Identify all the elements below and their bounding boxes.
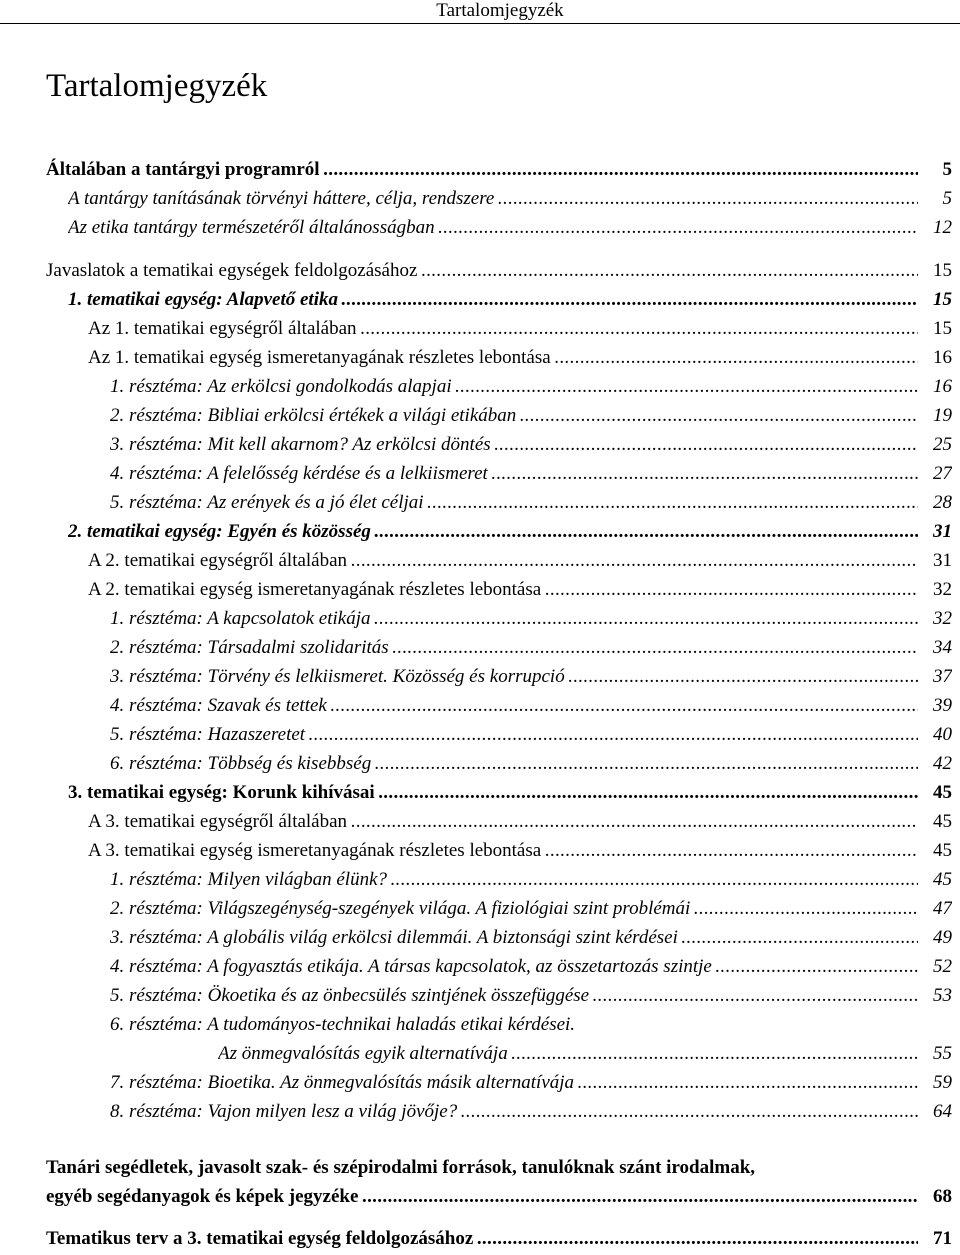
toc-page-number: 45 (920, 838, 952, 864)
toc-page-number: 55 (920, 1041, 952, 1067)
toc-page-number: 39 (920, 693, 952, 719)
toc-page-number: 31 (920, 519, 952, 545)
toc-entry[interactable]: 5. résztéma: Ökoetika és az önbecsülés szintjének összefüggése . . . 53 (110, 983, 952, 1009)
toc-entry[interactable]: 1. résztéma: Milyen világban élünk? . . . 45 (110, 867, 952, 893)
toc-entry[interactable]: 5. résztéma: Az erények és a jó élet céljai . . . 28 (110, 490, 952, 516)
toc-page-number: 16 (920, 345, 952, 371)
running-head: Tartalomjegyzék (0, 0, 960, 24)
toc-page-number: 49 (920, 925, 952, 951)
toc-page-number: 32 (920, 577, 952, 603)
toc-page-number: 68 (920, 1184, 952, 1210)
toc-page-number: 16 (920, 374, 952, 400)
toc-page-number: 19 (920, 403, 952, 429)
toc-entry[interactable]: 4. résztéma: A felelősség kérdése és a lelkiismeret . . . 27 (110, 461, 952, 487)
toc-page-number: 64 (920, 1099, 952, 1125)
toc-entry[interactable]: 4. résztéma: A fogyasztás etikája. A társas kapcsolatok, az összetartozás szintje . . . 52 (110, 954, 952, 980)
toc-entry[interactable]: 2. tematikai egység: Egyén és közösség . . . 31 (68, 519, 952, 545)
toc-page-number: 5 (920, 186, 952, 212)
toc-entry[interactable]: 5. résztéma: Hazaszeretet . . . 40 (110, 722, 952, 748)
toc-page-number: 37 (920, 664, 952, 690)
toc-page-number: 5 (920, 157, 952, 183)
toc-page-number: 25 (920, 432, 952, 458)
toc-entry[interactable]: 8. résztéma: Vajon milyen lesz a világ jövője? . . . 64 (110, 1099, 952, 1125)
toc-entry-continued[interactable]: 6. résztéma: A tudományos-technikai haladás etikai kérdései. (110, 1014, 576, 1035)
toc-page-number: 59 (920, 1070, 952, 1096)
toc-page-number: 42 (920, 751, 952, 777)
toc-entry[interactable]: 3. résztéma: Törvény és lelkiismeret. Közösség és korrupció . . . 37 (110, 664, 952, 690)
toc-entry[interactable]: 3. résztéma: Mit kell akarnom? Az erkölcsi döntés . . . 25 (110, 432, 952, 458)
toc-page-number: 45 (920, 809, 952, 835)
toc-page-number: 15 (920, 287, 952, 313)
toc-entry[interactable]: Tematikus terv a 3. tematikai egység feldolgozásához . . . 71 (46, 1226, 952, 1252)
toc-entry[interactable]: egyéb segédanyagok és képek jegyzéke . . . 68 (46, 1184, 952, 1210)
toc-page-number: 45 (920, 867, 952, 893)
toc-entry[interactable]: Az 1. tematikai egység ismeretanyagának részletes lebontása . . . 16 (88, 345, 952, 371)
toc-entry[interactable]: 1. tematikai egység: Alapvető etika . . . 15 (68, 287, 952, 313)
toc-page-number: 27 (920, 461, 952, 487)
toc-entry[interactable]: A 2. tematikai egységről általában . . . 31 (88, 548, 952, 574)
page-title: Tartalomjegyzék (46, 68, 268, 104)
toc-entry[interactable]: 2. résztéma: Társadalmi szolidaritás . . . 34 (110, 635, 952, 661)
toc-entry[interactable]: 1. résztéma: A kapcsolatok etikája . . . 32 (110, 606, 952, 632)
toc-page-number: 45 (920, 780, 952, 806)
toc-entry[interactable]: A 3. tematikai egységről általában . . . 45 (88, 809, 952, 835)
toc-entry[interactable]: 2. résztéma: Bibliai erkölcsi értékek a világi etikában . . . 19 (110, 403, 952, 429)
toc-page-number: 15 (920, 316, 952, 342)
toc-entry-continued[interactable]: Tanári segédletek, javasolt szak- és szépirodalmi források, tanulóknak szánt irodalmak, (46, 1157, 756, 1178)
toc-entry[interactable]: A 3. tematikai egység ismeretanyagának részletes lebontása . . . 45 (88, 838, 952, 864)
toc-page-number: 53 (920, 983, 952, 1009)
toc-page-number: 34 (920, 635, 952, 661)
toc-entry[interactable]: Általában a tantárgyi programról . . . 5 (46, 157, 952, 183)
toc-entry[interactable]: 7. résztéma: Bioetika. Az önmegvalósítás másik alternatívája . . . 59 (110, 1070, 952, 1096)
toc-page-number: 15 (920, 258, 952, 284)
toc-page-number: 28 (920, 490, 952, 516)
toc-entry[interactable]: 4. résztéma: Szavak és tettek . . . 39 (110, 693, 952, 719)
toc-page-number: 40 (920, 722, 952, 748)
toc-page-number: 52 (920, 954, 952, 980)
toc-page-number: 47 (920, 896, 952, 922)
toc-entry[interactable]: 6. résztéma: Többség és kisebbség . . . 42 (110, 751, 952, 777)
toc-entry[interactable]: Javaslatok a tematikai egységek feldolgozásához . . . 15 (46, 258, 952, 284)
toc-entry[interactable]: 2. résztéma: Világszegénység-szegények világa. A fiziológiai szint problémái . . . 47 (110, 896, 952, 922)
toc-entry[interactable]: 1. résztéma: Az erkölcsi gondolkodás alapjai . . . 16 (110, 374, 952, 400)
toc-entry[interactable]: A 2. tematikai egység ismeretanyagának részletes lebontása . . . 32 (88, 577, 952, 603)
toc-entry[interactable]: Az etika tantárgy természetéről általánosságban . . . 12 (68, 215, 952, 241)
toc-page-number: 32 (920, 606, 952, 632)
toc-entry[interactable]: 3. tematikai egység: Korunk kihívásai . . . 45 (68, 780, 952, 806)
toc-entry[interactable]: 3. résztéma: A globális világ erkölcsi dilemmái. A biztonsági szint kérdései . . . 49 (110, 925, 952, 951)
toc-entry[interactable]: A tantárgy tanításának törvényi háttere, célja, rendszere . . . 5 (68, 186, 952, 212)
toc-page-number: 71 (920, 1226, 952, 1252)
toc-page-number: 31 (920, 548, 952, 574)
toc-entry[interactable]: Az önmegvalósítás egyik alternatívája . . . 55 (218, 1041, 952, 1067)
toc-page-number: 12 (920, 215, 952, 241)
toc-entry[interactable]: Az 1. tematikai egységről általában . . . 15 (88, 316, 952, 342)
